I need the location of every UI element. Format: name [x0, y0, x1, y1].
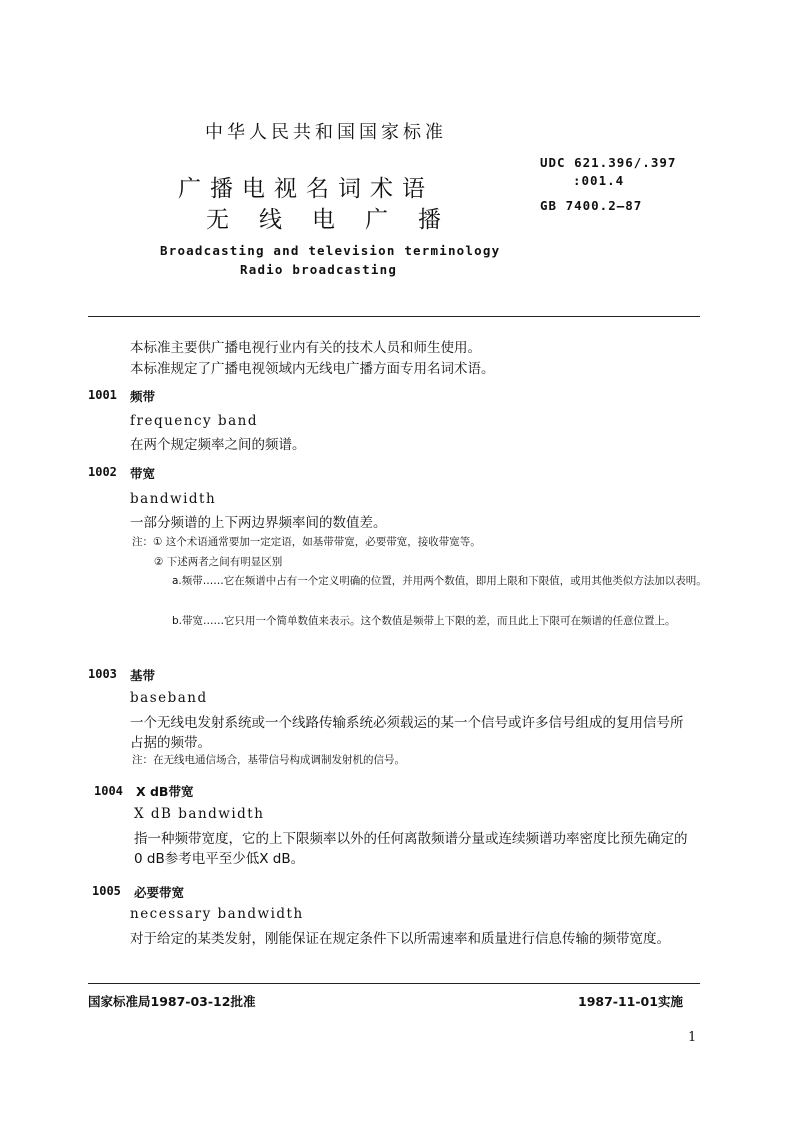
term-definition: 占据的频带。 — [130, 735, 211, 751]
udc-code-line1: UDC 621.396/.397 — [540, 155, 677, 170]
national-standard-label: 中华人民共和国国家标准 — [205, 122, 447, 143]
term-english: frequency band — [130, 413, 258, 429]
term-name: X dB带宽 — [136, 784, 194, 799]
term-name: 频带 — [130, 389, 156, 404]
term-name: 带宽 — [130, 466, 156, 481]
term-number: 1001 — [88, 388, 117, 402]
term-definition: 对于给定的某类发射，刚能保证在规定条件下以所需速率和质量进行信息传输的频带宽度。 — [130, 931, 670, 947]
term-note: 注：在无线电通信场合，基带信号构成调制发射机的信号。 — [132, 754, 405, 766]
term-number: 1002 — [88, 465, 117, 479]
intro-line-1: 本标准主要供广播电视行业内有关的技术人员和师生使用。 — [130, 340, 481, 356]
term-note: 注：① 这个术语通常要加一定定语，如基带带宽，必要带宽，接收带宽等。 — [132, 536, 481, 548]
term-note: b.带宽……它只用一个简单数值来表示。这个数值是频带上下限的差，而且此上下限可在频谱的任意位置上。 — [172, 615, 676, 627]
page-number: 1 — [688, 1030, 697, 1045]
footer-divider — [88, 983, 700, 984]
header-divider — [88, 316, 700, 317]
term-number: 1003 — [88, 667, 117, 681]
approval-date: 国家标准局1987-03-12批准 — [88, 994, 256, 1009]
term-definition: 在两个规定频率之间的频谱。 — [130, 437, 306, 453]
english-title: Broadcasting and television terminology — [160, 243, 501, 258]
term-english: X dB bandwidth — [134, 806, 265, 822]
intro-line-2: 本标准规定了广播电视领域内无线电广播方面专用名词术语。 — [130, 361, 495, 377]
term-english: necessary bandwidth — [130, 906, 304, 922]
document-subtitle: 无线电广播 — [206, 207, 471, 233]
term-definition: 一个无线电发射系统或一个线路传输系统必须载运的某一个信号或许多信号组成的复用信号所 — [130, 715, 684, 731]
term-note: a.频带……它在频谱中占有一个定义明确的位置，并用两个数值，即用上限和下限值，或用其他类似方法加以表明。 — [172, 575, 707, 587]
term-name: 基带 — [130, 668, 156, 683]
term-definition: 一部分频谱的上下两边界频率间的数值差。 — [130, 515, 387, 531]
effective-date: 1987-11-01实施 — [578, 994, 683, 1009]
term-number: 1004 — [94, 784, 123, 798]
term-english: baseband — [130, 690, 208, 706]
document-title: 广播电视名词术语 — [178, 176, 434, 202]
term-definition: 0 dB参考电平至少低X dB。 — [134, 851, 305, 867]
term-number: 1005 — [92, 884, 121, 898]
term-definition: 指一种频带宽度，它的上下限频率以外的任何离散频谱分量或连续频谱功率密度比预先确定的 — [134, 831, 688, 847]
term-note: ② 下述两者之间有明显区别 — [154, 556, 283, 568]
gb-code: GB 7400.2—87 — [540, 198, 643, 213]
term-english: bandwidth — [130, 491, 217, 507]
english-subtitle: Radio broadcasting — [240, 262, 398, 277]
udc-code-line2: :001.4 — [573, 173, 625, 188]
term-name: 必要带宽 — [134, 885, 185, 900]
